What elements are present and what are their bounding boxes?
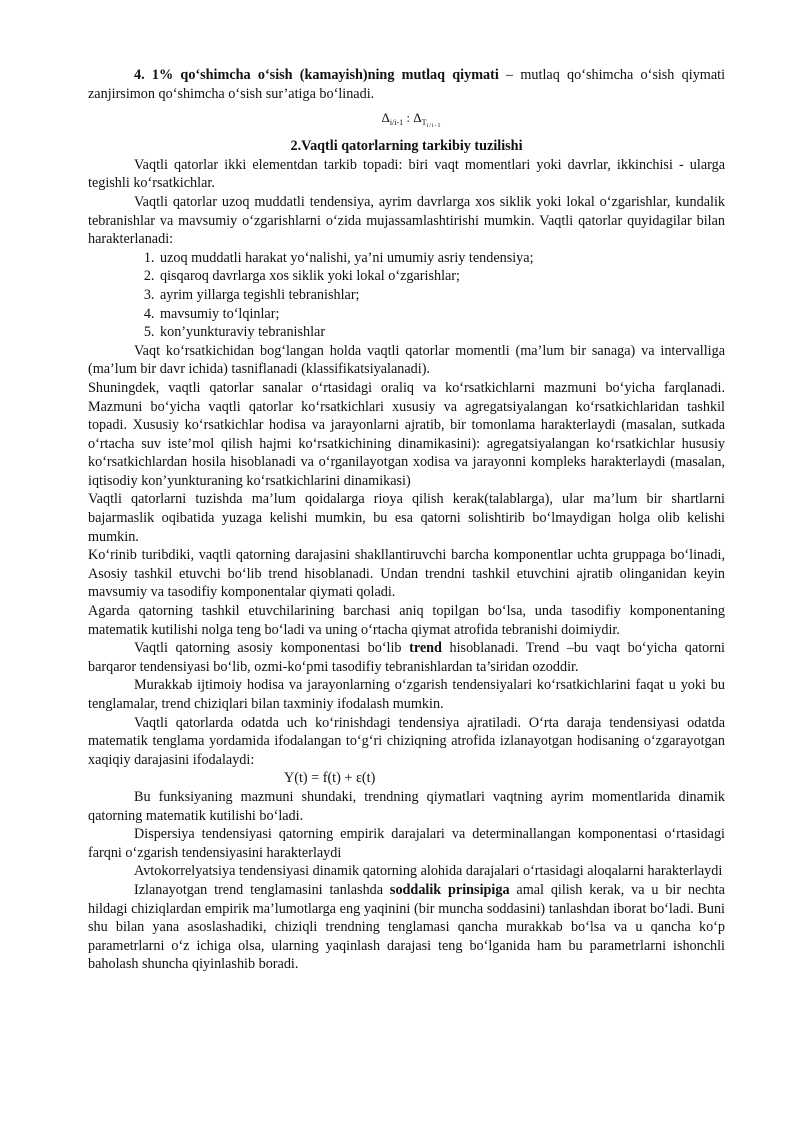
document-page (88, 66, 725, 974)
trend-formula: Y(t) = f(t) + ε(t) (284, 770, 376, 787)
paragraph: Avtokorrelyatsiya tendensiyasi dinamik qatorning alohida darajalari o‘rtasidagi aloqalarni harakterlaydi (134, 863, 723, 880)
paragraph-trend (88, 639, 725, 676)
section4-text: – mutlaq qo‘shimcha o‘sish qiymati zanjirsimon qo‘shimcha o‘sish sur’atiga bo‘linadi. (88, 67, 726, 102)
paragraph: Vaqt ko‘rsatkichidan bog‘langan holda vaqtli qatorlar momentli (ma’lum bir sanaga) va intervalliga (ma’lum bir davr ichida) tasniflanadi (klassifikatsiyalanadi). (88, 342, 725, 378)
delta-subscript: i/i-1 (389, 118, 404, 128)
paragraph: Vaqtli qatorlar uzoq muddatli tendensiya, ayrim davrlarga xos siklik yoki lokal o‘zgarishlar, kundalik tebranishlar va mavsumiy o‘zgarishlarni o‘zida mujassamlashtirishi mumkin. Vaqtli qatorlar quyidagilar bilan harakterlanadi: (88, 193, 725, 248)
paragraph: Agarda qatorning tashkil etuvchilarining barchasi aniq topilgan bo‘lsa, unda tasodifiy komponentaning matematik kutilishi nolga teng bo‘ladi va uning o‘rtacha qiymat atrofida tebranishi doimiydir. (88, 603, 725, 638)
list-item: 1. uzoq muddatli harakat yo‘nalishi, ya’ni umumiy asriy tendensiya; (158, 249, 725, 268)
paragraph: Vaqtli qatorlarni tuzishda ma’lum qoidalarga rioya qilish kerak(talablarga), ular ma’lum bir shartlarni bajarmaslik oqibatida yuzaga kelishi mumkin, bu esa qatorni solishtirib bo‘lmaydigan holga olib kelishi mumkin. (88, 491, 725, 545)
T-sub-subscript: i/i-1 (426, 123, 442, 130)
delta-symbol: Δ (413, 110, 422, 126)
paragraph: Vaqtli qatorlarda odatda uch ko‘rinishdagi tendensiya ajratiladi. O‘rta daraja tendensiyasi odatda matematik tenglama yordamida ifodalangan to‘g‘ri chiziqning atrofida izlanayotgan hodisaning o‘zgarayotgan xaqiqiy darajasini ifodalaydi: (88, 714, 725, 768)
text-run: amal qilish kerak, va u bir nechta hildagi chiziqlardan empirik ma’lumotlarga eng yaqinini (bir muncha soddasini) tanlashdan iborat bo‘ladi. Buni shu bilan yana asoslashadiki, chiziqli trendning tenglamasi qancha murakkab bo‘lsa va u qancha ko‘p parametrlarni o‘z ichiga olsa, ularning yaqinlash darajasi teng bo‘lganida ham bu parametrlarni ishonchli baholash shuncha qiyinlashib boradi. (88, 881, 725, 973)
paragraph: Vaqtli qatorlar ikki elementdan tarkib topadi: biri vaqt momentlari yoki davrlar, ikkinchisi - ularga tegishli ko‘rsatkichlar. (88, 156, 725, 192)
delta-symbol: Δ (381, 110, 390, 126)
formula-ratio (98, 103, 725, 133)
list-item: 2. qisqaroq davrlarga xos siklik yoki lokal o‘zgarishlar; (158, 267, 725, 286)
characteristics-list (88, 249, 725, 342)
list-item: 4. mavsumiy to‘lqinlar; (158, 305, 725, 324)
section-heading: 2.Vaqtli qatorlarning tarkibiy tuzilishi (290, 138, 523, 155)
paragraph-simplicity (88, 881, 725, 974)
bold-term: trend (409, 640, 442, 657)
paragraph: Shuningdek, vaqtli qatorlar sanalar o‘rtasidagi oraliq va ko‘rsatkichlarni mazmuni bo‘yicha farqlanadi. Mazmuni bo‘yicha vaqtli qatorlar ko‘rsatkichlari xususiy va agregatsiyalangan ko‘rsatkichlaridan tashkil topadi. Xususiy ko‘rsatkichlar hodisa va jarayonlarni ajratib, bir tomonlama harakterlaydi (masalan, sutkada o‘rtacha suv iste’mol qilish hajmi ko‘rsatkichining dinamikasini): agregatsiyalangan ko‘rsatkichlar hususiy ko‘rsatkichlardan hosila hisoblanadi va o‘rganilayotgan xodisa va jarayonni kompleks harakterlaydi (masalan, iqtisodiy kon’yunkturaning ko‘rsatkichlarini dinamikasi) (88, 379, 725, 489)
list-item: 5. kon’yunkturaviy tebranishlar (158, 323, 725, 342)
bold-term: soddalik prinsipiga (389, 881, 510, 898)
paragraph: Bu funksiyaning mazmuni shundaki, trendning qiymatlari vaqtning ayrim momentlarida dinamik qatorning matematik kutilishi bo‘ladi. (88, 788, 725, 824)
list-item: 3. ayrim yillarga tegishli tebranishlar; (158, 286, 725, 305)
section4-title: 4. 1% qo‘shimcha o‘sish (kamayish)ning mutlaq qiymati (134, 67, 499, 83)
text-run: Izlanayotgan trend tenglamasini tanlashda (134, 881, 390, 898)
ratio-colon: : (403, 110, 414, 126)
section4-paragraph (88, 66, 725, 103)
paragraph: Dispersiya tendensiyasi qatorning empirik darajalari va determinallangan komponentasi o‘rtasidagi farqni o‘zgarish tendensiyasini harakterlaydi (88, 826, 725, 861)
paragraph: Murakkab ijtimoiy hodisa va jarayonlarning o‘zgarish tendensiyalari ko‘rsatkichlarini faqat u yoki bu tenglamalar, trend chiziqlari bilan taxminiy ifodalash mumkin. (88, 677, 725, 712)
paragraph: Ko‘rinib turibdiki, vaqtli qatorning darajasini shakllantiruvchi barcha komponentlar uchta gruppaga bo‘linadi, Asosiy tashkil etuvchi bo‘lib trend hisoblanadi. Undan trendni tashkil etuvchini ajratib olinganidan keyin mavsumiy va tasodifiy komponentalar qiymati qoladi. (88, 547, 725, 601)
T-subscript: T (421, 118, 427, 128)
text-run: Vaqtli qatorning asosiy komponentasi bo‘lib (134, 640, 410, 657)
text-run: hisoblanadi. Trend –bu vaqt bo‘yicha qatorni barqaror tendensiyasi bo‘lib, ozmi-ko‘pmi tasodifiy tebranishlardan ta’siridan ozoddir. (88, 640, 725, 675)
